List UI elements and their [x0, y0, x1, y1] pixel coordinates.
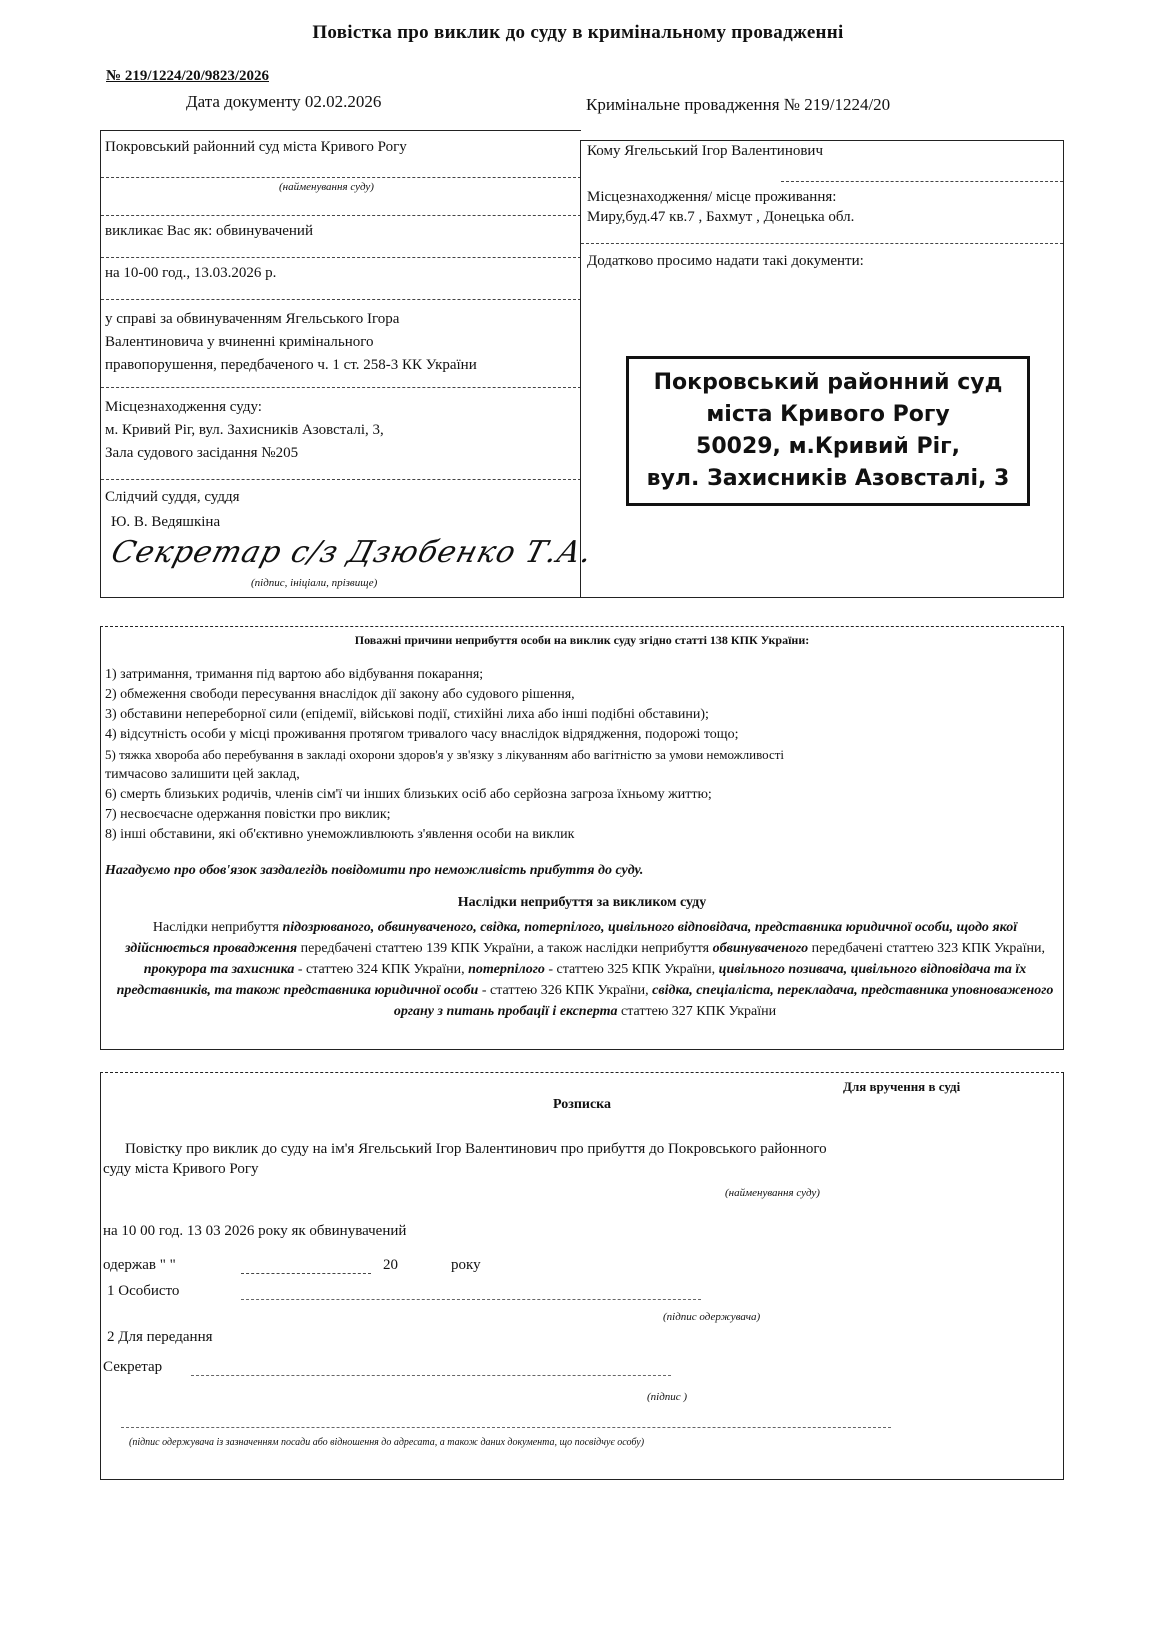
recipient: Кому Ягельський Ігор Валентинович — [587, 143, 824, 159]
signature-hint: (підпис, ініціали, прізвище) — [251, 577, 378, 589]
bottom-hint: (підпис одержувача із зазначенням посади або відношення до адресата, а також даних документа, що посвідчує особу) — [129, 1437, 645, 1448]
consequences-segment: прокурора та захисника — [143, 962, 295, 977]
received-label: одержав " " — [103, 1257, 176, 1273]
document-title: Повістка про виклик до суду в кримінальному провадженні — [312, 22, 844, 43]
proceeding-number: Кримінальне провадження № 219/1224/20 — [586, 95, 891, 114]
reason-item: 6) смерть близьких родичів, членів сім'ї чи інших близьких осіб або серйозна загроза їхньому життю; — [105, 787, 712, 802]
consequences-segment: Наслідки неприбуття — [152, 920, 283, 935]
receipt-heading: Розписка — [552, 1097, 612, 1112]
consequences-segment: передбачені статтею 323 КПК України, — [808, 941, 1046, 956]
residence-label: Місцезнаходження/ місце проживання: — [587, 189, 837, 205]
court-location-label: Місцезнаходження суду: — [105, 399, 262, 415]
sign-hint: (підпис ) — [647, 1391, 688, 1403]
consequences-segment: цивільного позивача, цивільного відповідача та їх представників, та також представника юридичної особи — [116, 962, 1027, 998]
consequences-segment: передбачені статтею 139 КПК України, а також наслідки неприбуття — [297, 941, 713, 956]
receipt-text-2: суду міста Кривого Рогу — [103, 1161, 259, 1177]
receipt-court-hint: (найменування суду) — [725, 1187, 820, 1199]
receipt-time: на 10 00 год. 13 03 2026 року як обвинувачений — [103, 1223, 407, 1239]
summons-role: викликає Вас як: обвинувачений — [105, 223, 313, 239]
case-line-2: Валентиновича у вчиненні кримінального — [105, 334, 374, 350]
additional-documents: Додатково просимо надати такі документи: — [587, 253, 864, 269]
consequences-segment: - статтею 324 КПК України, — [294, 962, 469, 977]
summons-left-panel — [100, 130, 581, 598]
reason-item: 4) відсутність особи у місці проживання протягом тривалого часу внаслідок відрядження, подорожі тощо; — [105, 727, 739, 742]
stamp-line: Покровський районний суд — [653, 370, 1003, 395]
consequences-segment: обвинуваченого — [712, 941, 809, 956]
reasons-section — [100, 626, 1064, 1050]
reasons-heading: Поважні причини неприбуття особи на виклик суду згідно статті 138 КПК України: — [354, 633, 810, 647]
judge-label: Слідчий суддя, суддя — [105, 489, 240, 505]
stamp-line: вул. Захисників Азовсталі, 3 — [646, 466, 1010, 491]
secretary-label: Секретар — [103, 1359, 163, 1375]
document-number: № 219/1224/20/9823/2026 — [106, 68, 269, 84]
reason-item: 3) обставини непереборної сили (епідемії, військові події, стихійні лиха або інші подібні обставини); — [105, 707, 709, 722]
reason-item: тимчасово залишити цей заклад, — [105, 767, 300, 782]
residence-address: Миру,буд.47 кв.7 , Бахмут , Донецька обл. — [587, 209, 855, 225]
case-line-1: у справі за обвинуваченням Ягельського Ігора — [105, 311, 400, 327]
stamp-line: 50029, м.Кривий Ріг, — [696, 434, 960, 459]
case-line-3: правопорушення, передбаченого ч. 1 ст. 258-3 КК України — [105, 357, 477, 373]
reason-item: 1) затримання, тримання під вартою або відбування покарання; — [105, 667, 484, 682]
received-year: 20 — [383, 1257, 398, 1273]
receipt-section — [100, 1072, 1064, 1480]
consequences-segment: статтею 327 КПК України — [617, 1004, 777, 1019]
reason-item: 2) обмеження свободи пересування внаслідок дії закону або судового рішення, — [105, 687, 575, 702]
document-date: Дата документу 02.02.2026 — [186, 92, 382, 111]
court-address: м. Кривий Ріг, вул. Захисників Азовсталі, 3, — [105, 422, 384, 438]
transfer-label: 2 Для передання — [107, 1329, 213, 1345]
bottom-signature-line[interactable] — [121, 1427, 891, 1428]
court-hall: Зала судового засідання №205 — [105, 445, 299, 461]
recipient-hint: (підпис одержувача) — [663, 1311, 761, 1323]
court-stamp — [626, 356, 1030, 506]
consequences-segment: - статтею 326 КПК України, — [478, 983, 653, 998]
court-name: Покровський районний суд міста Кривого Рогу — [105, 139, 407, 155]
reason-item: 7) несвоєчасне одержання повістки про виклик; — [105, 807, 391, 822]
received-suffix: року — [451, 1257, 481, 1273]
judge-name: Ю. В. Ведяшкіна — [111, 514, 221, 530]
hearing-time: на 10-00 год., 13.03.2026 р. — [105, 265, 277, 281]
stamp-line: міста Кривого Рогу — [706, 402, 950, 427]
personal-signature-line[interactable] — [241, 1299, 701, 1300]
consequences-segment: підозрюваного, обвинуваченого, свідка, потерпілого, цивільного відповідача, представника юридичної особи, щодо якої здійснюється провадження — [124, 920, 1018, 956]
handwritten-signature: Секретар с/з Дзюбенко Т.А. — [107, 535, 597, 570]
consequences-heading: Наслідки неприбуття за викликом суду — [457, 895, 707, 910]
secretary-signature-line[interactable] — [191, 1375, 671, 1376]
for-delivery-label: Для вручення в суді — [843, 1079, 961, 1094]
receipt-text-1: Повістку про виклик до суду на ім'я Ягельський Ігор Валентинович про прибуття до Покровського районного — [125, 1141, 827, 1157]
consequences-segment: - статтею 325 КПК України, — [544, 962, 719, 977]
reason-item: 5) тяжка хвороба або перебування в закладі охорони здоров'я у зв'язку з лікуванням або вагітністю за умови неможливості — [105, 747, 785, 762]
court-hint: (найменування суду) — [279, 181, 374, 193]
received-date-line[interactable] — [241, 1273, 371, 1274]
consequences-text — [113, 917, 1057, 1022]
consequences-segment: свідка, спеціаліста, перекладача, представника уповноваженого органу з питань пробації і експерта — [393, 983, 1054, 1019]
personal-label: 1 Особисто — [107, 1283, 180, 1299]
reason-item: 8) інші обставини, які об'єктивно унеможливлюють з'явлення особи на виклик — [105, 827, 575, 842]
reminder: Нагадуємо про обов'язок заздалегідь повідомити про неможливість прибуття до суду. — [105, 863, 644, 878]
consequences-segment: потерпілого — [468, 962, 545, 977]
